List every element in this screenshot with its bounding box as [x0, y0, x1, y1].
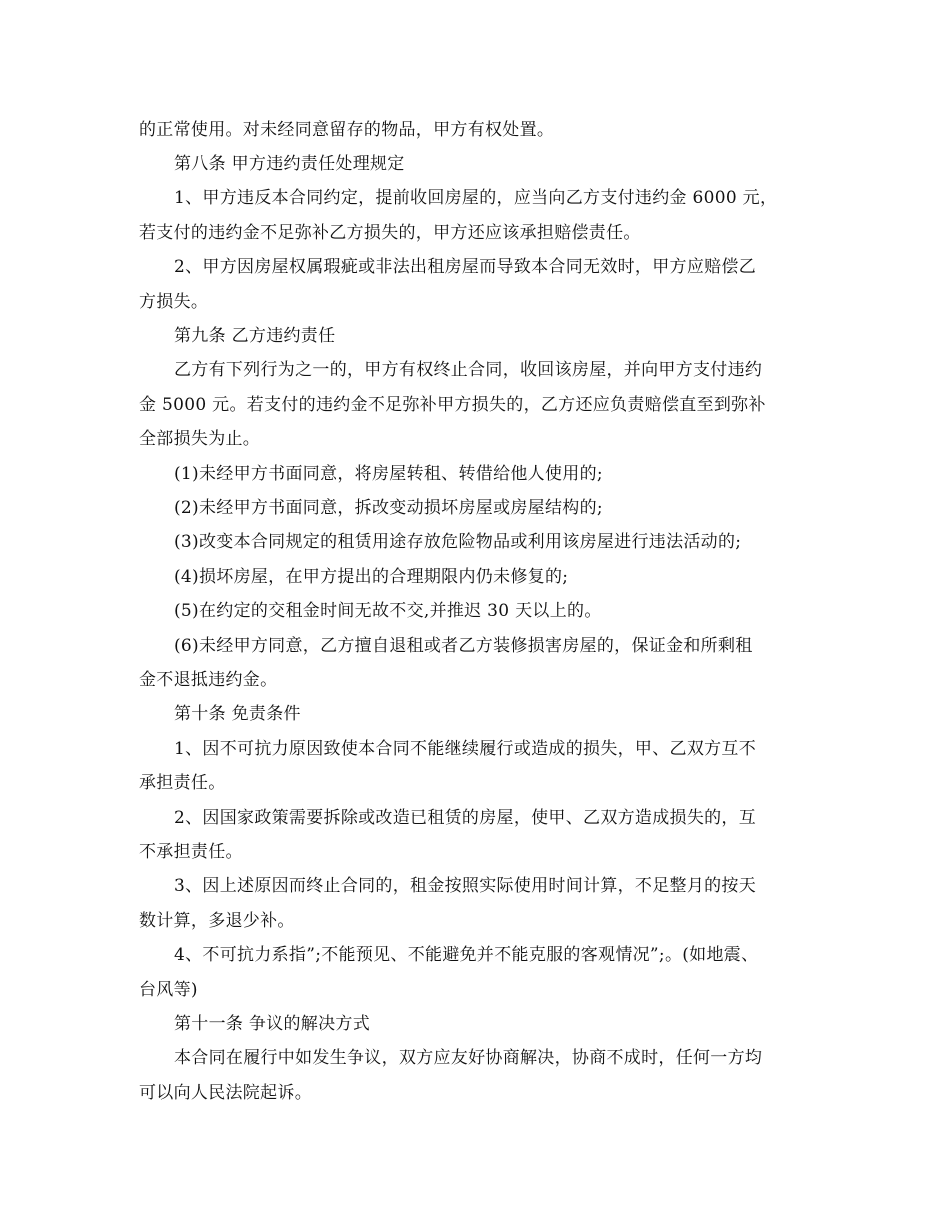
text-line: 若支付的违约金不足弥补乙方损失的，甲方还应该承担赔偿责任。: [139, 223, 641, 243]
text-line: 3、因上述原因而终止合同的，租金按照实际使用时间计算，不足整月的按天: [174, 876, 757, 896]
text-line: 1、甲方违反本合同约定，提前收回房屋的，应当向乙方支付违约金 6000 元，: [174, 188, 778, 208]
text-line: 台风等): [139, 980, 198, 1000]
list-item: (3)改变本合同规定的租赁用途存放危险物品或利用该房屋进行违法活动的;: [174, 532, 742, 552]
section-heading: 第九条 乙方违约责任: [174, 326, 336, 346]
text-line: 可以向人民法院起诉。: [139, 1083, 312, 1103]
section-heading: 第八条 甲方违约责任处理规定: [174, 154, 405, 174]
text-line: 乙方有下列行为之一的，甲方有权终止合同，收回该房屋，并向甲方支付违约: [174, 360, 763, 380]
text-line: 不承担责任。: [139, 842, 243, 862]
list-item: (6)未经甲方同意，乙方擅自退租或者乙方装修损害房屋的，保证金和所剩租: [174, 636, 753, 656]
text-line: 数计算，多退少补。: [139, 911, 295, 931]
list-item: (5)在约定的交租金时间无故不交,并推迟 30 天以上的。: [174, 601, 602, 621]
text-line: 全部损失为止。: [139, 429, 261, 449]
text-line: 2、因国家政策需要拆除或改造已租赁的房屋，使甲、乙双方造成损失的，互: [174, 808, 757, 828]
section-heading: 第十一条 争议的解决方式: [174, 1014, 371, 1034]
list-item: (4)损坏房屋，在甲方提出的合理期限内仍未修复的;: [174, 567, 569, 587]
text-line: 方损失。: [139, 292, 209, 312]
text-line: 1、因不可抗力原因致使本合同不能继续履行或造成的损失，甲、乙双方互不: [174, 739, 757, 759]
section-heading: 第十条 免责条件: [174, 704, 301, 724]
list-item: (1)未经甲方书面同意，将房屋转租、转借给他人使用的;: [174, 464, 603, 484]
text-line: 承担责任。: [139, 773, 226, 793]
text-line: 本合同在履行中如发生争议，双方应友好协商解决，协商不成时，任何一方均: [174, 1048, 763, 1068]
text-line: 的正常使用。对未经同意留存的物品，甲方有权处置。: [139, 120, 555, 140]
text-line: 4、不可抗力系指”;不能预见、不能避免并不能克服的客观情况”;。(如地震、: [174, 945, 759, 965]
text-line: 金 5000 元。若支付的违约金不足弥补甲方损失的，乙方还应负责赔偿直至到弥补: [139, 395, 766, 415]
text-line: 2、甲方因房屋权属瑕疵或非法出租房屋而导致本合同无效时，甲方应赔偿乙: [174, 257, 757, 277]
list-item: (2)未经甲方书面同意，拆改变动损坏房屋或房屋结构的;: [174, 498, 603, 518]
text-line: 金不退抵违约金。: [139, 670, 278, 690]
